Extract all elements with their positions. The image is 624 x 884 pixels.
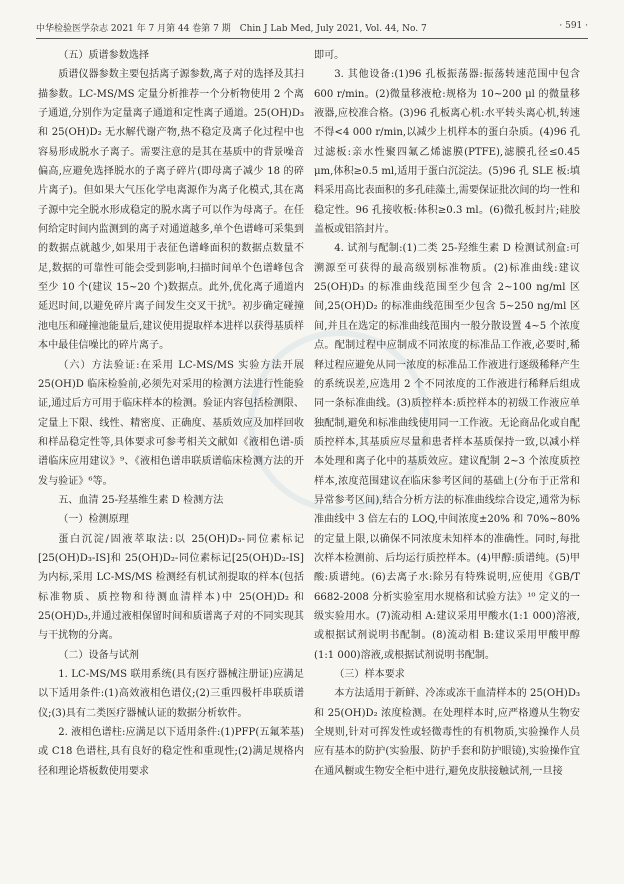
section-heading: 五、血清 25-羟基维生素 D 检测方法 (58, 494, 224, 506)
paragraph: 本方法适用于新鲜、冷冻或冻干血清样本的 25(OH)D₃ 和 25(OH)D₂ 浓度检测。在处理样本时,应严格遵从生物安全规则,针对可挥发性或轻微毒性的有机物质,实验操作人员应有基本的防护(实验服、防护手套和防护眼镜),实验操作宜在通风橱或生物安全柜中进行,避免皮肤接触试剂,一旦接 (314, 688, 580, 777)
paragraph: 3. 其他设备:(1)96 孔板振荡器:振荡转速范围中包含 600 r/min。(2)微量移液枪:规格为 10~200 μl 的微量移液器,应校准合格。(3)96 孔板离心机:水平转头离心机,转速不得<4 000 r/min,以减少上机样本的蛋白杂质。(4)96 孔过滤板:亲水性聚四氟乙烯滤膜(PTFE),滤膜孔径≤0.45 μm,体积≥0.5 ml,适用于蛋白沉淀法。(5)96 孔 SLE 板:填料采用高比表面积的多孔硅藻土,需要保证批次间的均一性和稳定性。96 孔接收板:体积≥0.3 ml。(6)微孔板封片;硅胶盖板或铝箔封片。 (314, 69, 580, 236)
right-column (314, 46, 580, 781)
section-heading: （五）质谱参数选择 (58, 50, 150, 61)
page-number: · 591 · (559, 21, 588, 31)
paragraph: 4. 试剂与配制:(1)二类 25-羟维生素 D 检测试剂盒:可溯源至可获得的最高级别标准物质。(2)标准曲线:建议 25(OH)D₃ 的标准曲线范围至少包含 2~100 ng/ml 区间,25(OH)D₂ 的标准曲线范围至少包含 5~250 ng/ml 区间,并且在选定的标准曲线范围内一般分散设置 4~5 个浓度点。配制过程中应制成不同浓度的标准品工作液,必要时,稀释过程应避免从同一浓度的标准品工作液进行逐级稀释产生的系统误差,应选用 2 个不同浓度的工作液进行稀释后组成同一条标准曲线。(3)质控样本:质控样本的初级工作液应单独配制,避免和标准曲线使用同一工作液。无论商品化或自配质控样本,其基质应尽量和患者样本基质保持一致,以减小样本处理和离子化中的基质效应。建议配制 2~3 个浓度质控样本,浓度范围建议在临床参考区间的基础上(分布于正常和异常参考区间),结合分析方法的标准曲线综合设定,通常为标准曲线中 3 倍左右的 LOQ,中间浓度±20% 和 70%~80% 的定量上限,以确保不同浓度未知样本的准确性。同时,每批次样本检测前、后均运行质控样本。(4)甲醇:质谱纯。(5)甲酸:质谱纯。(6)去离子水:除另有特殊说明,应使用《GB/T 6682-2008 分析实验室用水规格和试验方法》¹⁰ 定义的一级实验用水。(7)流动相 A:建议采用甲酸水(1:1 000)溶液,或根据试剂说明书配制。(8)流动相 B:建议采用甲酸甲醇(1:1 000)溶液,或根据试剂说明书配制。 (314, 243, 580, 661)
paragraph: 即可。 (314, 50, 345, 61)
paragraph: 2. 液相色谱柱:应满足以下适用条件:(1)PFP(五氟苯基)或 C18 色谱柱,具有良好的稳定性和重现性;(2)满足规格内径和理论塔板数使用要求 (38, 727, 304, 777)
paragraph: 1. LC-MS/MS 联用系统(具有医疗器械注册证)应满足以下适用条件:(1)高效液相色谱仪;(2)三重四极杆串联质谱仪;(3)具有二类医疗器械认证的数据分析软件。 (38, 669, 304, 719)
section-heading: （二）设备与试剂 (58, 649, 139, 661)
paragraph: （六）方法验证:在采用 LC-MS/MS 实验方法开展 25(OH)D 临床检验前,必须先对采用的检测方法进行性能验证,通过后方可用于临床样本的检测。验证内容包括检测限、定量上下限、线性、精密度、正确度、基质效应及加样回收和样品稳定性等,具体要求可参考相关文献如《液相色谱-质谱临床应用建议》⁹、《液相色谱串联质谱临床检测方法的开发与验证》⁶等。 (38, 359, 304, 487)
journal-citation: 中华检验医学杂志 2021 年 7 月第 44 卷第 7 期 Chin J Lab Med, July 2021, Vol. 44, No. 7 (36, 24, 427, 34)
paragraph: 质谱仪器参数主要包括离子源参数,离子对的选择及其扫描参数。LC-MS/MS 定量分析推荐一个分析物使用 2 个离子通道,分别作为定量离子通道和定性离子通道。25(OH)D₃ 和 25(OH)D₂ 无水解代谢产物,热不稳定及离子化过程中也容易形成脱水子离子。需要注意的是其在基质中的背景噪音偏高,应避免选择脱水的子离子碎片(即母离子减少 18 的碎片离子)。但如果大气压化学电离源作为离子化模式,其在离子源中完全脱水形成稳定的脱水离子可以作为母离子。在任何给定时间内监测到的离子对通道越多,单个色谱峰可采集到的数据点就越少,如果用于表征色谱峰面积的数据点数量不足,数据的可靠性可能会受到影响,扫描时间单个色谱峰包含至少 10 个(建议 15~20 个)数据点。此外,优化离子通道内延迟时间,以避免碎片离子间发生交叉干扰⁵。初步确定碰撞池电压和碰撞池能量后,建议使用提取样本进样以获得基质样本中最佳信噪比的碎片离子。 (38, 69, 304, 352)
section-heading: （一）检测原理 (58, 514, 129, 526)
paragraph: 蛋白沉淀/固液萃取法:以 25(OH)D₃-同位素标记[25(OH)D₃-IS]和 25(OH)D₂-同位素标记[25(OH)D₂-IS]为内标,采用 LC-MS/MS 检测经有机试剂提取的样本(包括标准物质、质控物和待测血清样本)中 25(OH)D₂ 和 25(OH)D₃,并通过液相保留时间和质谱离子对的不同实现其与干扰物的分离。 (38, 533, 304, 642)
section-heading: （三）样本要求 (334, 669, 405, 680)
left-column (38, 46, 304, 781)
running-header (36, 18, 588, 39)
